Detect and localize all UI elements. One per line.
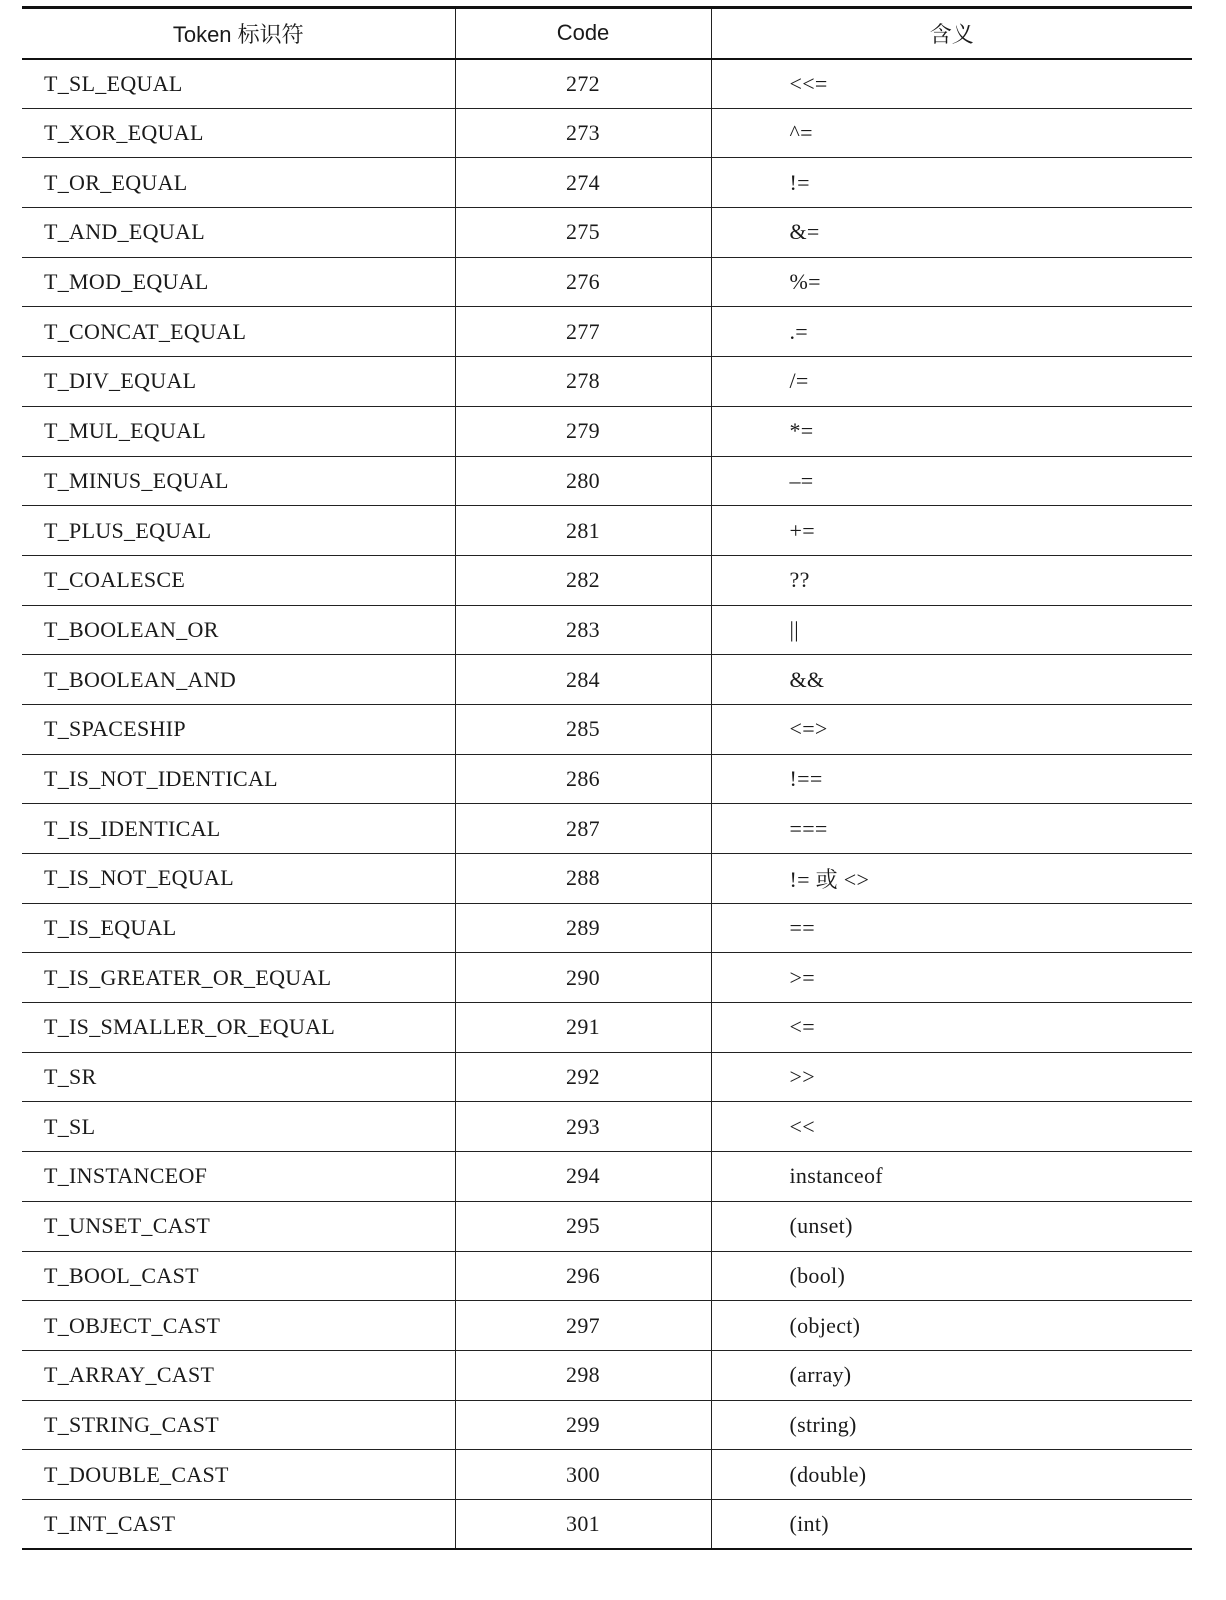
token-identifier-cell: T_SL_EQUAL	[22, 59, 455, 109]
token-identifier-cell: T_STRING_CAST	[22, 1400, 455, 1450]
meaning-cell: *=	[711, 406, 1192, 456]
meaning-cell: (object)	[711, 1301, 1192, 1351]
header-meaning: 含义	[711, 8, 1192, 59]
code-cell: 275	[455, 208, 711, 258]
token-identifier-cell: T_XOR_EQUAL	[22, 108, 455, 158]
meaning-cell: <<=	[711, 59, 1192, 109]
table-row	[22, 108, 1192, 158]
header-code: Code	[455, 8, 711, 59]
meaning-cell: !=	[711, 158, 1192, 208]
code-cell: 292	[455, 1052, 711, 1102]
table-row	[22, 1152, 1192, 1202]
table-row	[22, 1052, 1192, 1102]
meaning-cell: &&	[711, 655, 1192, 705]
code-cell: 283	[455, 605, 711, 655]
code-cell: 274	[455, 158, 711, 208]
token-identifier-cell: T_SPACESHIP	[22, 704, 455, 754]
token-identifier-cell: T_IS_EQUAL	[22, 903, 455, 953]
table-row	[22, 1003, 1192, 1053]
token-identifier-cell: T_BOOLEAN_OR	[22, 605, 455, 655]
meaning-cell: %=	[711, 257, 1192, 307]
table-row	[22, 208, 1192, 258]
code-cell: 301	[455, 1499, 711, 1549]
table-row	[22, 704, 1192, 754]
code-cell: 284	[455, 655, 711, 705]
table-row	[22, 506, 1192, 556]
token-identifier-cell: T_INT_CAST	[22, 1499, 455, 1549]
table-row	[22, 903, 1192, 953]
table-header	[22, 8, 1192, 59]
table-row	[22, 1201, 1192, 1251]
token-identifier-cell: T_SR	[22, 1052, 455, 1102]
token-identifier-cell: T_SL	[22, 1102, 455, 1152]
table-row	[22, 1251, 1192, 1301]
meaning-cell: >>	[711, 1052, 1192, 1102]
meaning-cell: +=	[711, 506, 1192, 556]
token-identifier-cell: T_OBJECT_CAST	[22, 1301, 455, 1351]
code-cell: 273	[455, 108, 711, 158]
code-cell: 298	[455, 1350, 711, 1400]
code-cell: 280	[455, 456, 711, 506]
table-row	[22, 1102, 1192, 1152]
table-row	[22, 357, 1192, 407]
meaning-cell: !==	[711, 754, 1192, 804]
header-row	[22, 8, 1192, 59]
meaning-cell: ||	[711, 605, 1192, 655]
token-identifier-cell: T_COALESCE	[22, 555, 455, 605]
meaning-cell: &=	[711, 208, 1192, 258]
table-row	[22, 804, 1192, 854]
code-cell: 294	[455, 1152, 711, 1202]
meaning-cell: <<	[711, 1102, 1192, 1152]
code-cell: 279	[455, 406, 711, 456]
token-identifier-cell: T_AND_EQUAL	[22, 208, 455, 258]
token-identifier-cell: T_PLUS_EQUAL	[22, 506, 455, 556]
code-cell: 285	[455, 704, 711, 754]
code-cell: 281	[455, 506, 711, 556]
token-identifier-cell: T_IS_IDENTICAL	[22, 804, 455, 854]
table-row	[22, 1301, 1192, 1351]
table-row	[22, 257, 1192, 307]
table-row	[22, 1450, 1192, 1500]
token-identifier-cell: T_MINUS_EQUAL	[22, 456, 455, 506]
meaning-cell: (unset)	[711, 1201, 1192, 1251]
token-identifier-cell: T_DOUBLE_CAST	[22, 1450, 455, 1500]
meaning-cell: <=>	[711, 704, 1192, 754]
table-body	[22, 59, 1192, 1550]
code-cell: 290	[455, 953, 711, 1003]
table-row	[22, 754, 1192, 804]
code-cell: 297	[455, 1301, 711, 1351]
token-identifier-cell: T_UNSET_CAST	[22, 1201, 455, 1251]
token-identifier-cell: T_ARRAY_CAST	[22, 1350, 455, 1400]
meaning-cell: >=	[711, 953, 1192, 1003]
token-identifier-cell: T_IS_NOT_IDENTICAL	[22, 754, 455, 804]
meaning-cell: != 或 <>	[711, 854, 1192, 904]
meaning-cell: ^=	[711, 108, 1192, 158]
table-row	[22, 1499, 1192, 1549]
token-identifier-cell: T_MUL_EQUAL	[22, 406, 455, 456]
meaning-cell: ==	[711, 903, 1192, 953]
token-identifier-cell: T_DIV_EQUAL	[22, 357, 455, 407]
token-identifier-cell: T_OR_EQUAL	[22, 158, 455, 208]
meaning-cell: .=	[711, 307, 1192, 357]
table-row	[22, 307, 1192, 357]
code-cell: 299	[455, 1400, 711, 1450]
code-cell: 289	[455, 903, 711, 953]
token-identifier-cell: T_IS_SMALLER_OR_EQUAL	[22, 1003, 455, 1053]
token-identifier-cell: T_CONCAT_EQUAL	[22, 307, 455, 357]
table-row	[22, 456, 1192, 506]
table-row	[22, 158, 1192, 208]
table-row	[22, 953, 1192, 1003]
meaning-cell: ??	[711, 555, 1192, 605]
table-row	[22, 59, 1192, 109]
table-row	[22, 1400, 1192, 1450]
code-cell: 296	[455, 1251, 711, 1301]
table-row	[22, 555, 1192, 605]
code-cell: 272	[455, 59, 711, 109]
token-identifier-cell: T_BOOLEAN_AND	[22, 655, 455, 705]
token-table	[22, 6, 1192, 1550]
code-cell: 288	[455, 854, 711, 904]
token-identifier-cell: T_BOOL_CAST	[22, 1251, 455, 1301]
meaning-cell: (double)	[711, 1450, 1192, 1500]
code-cell: 300	[455, 1450, 711, 1500]
code-cell: 286	[455, 754, 711, 804]
token-table-container	[22, 6, 1192, 1550]
code-cell: 291	[455, 1003, 711, 1053]
meaning-cell: (int)	[711, 1499, 1192, 1549]
table-row	[22, 854, 1192, 904]
token-identifier-cell: T_MOD_EQUAL	[22, 257, 455, 307]
token-identifier-cell: T_IS_NOT_EQUAL	[22, 854, 455, 904]
code-cell: 295	[455, 1201, 711, 1251]
meaning-cell: (string)	[711, 1400, 1192, 1450]
meaning-cell: (array)	[711, 1350, 1192, 1400]
code-cell: 293	[455, 1102, 711, 1152]
code-cell: 278	[455, 357, 711, 407]
token-identifier-cell: T_IS_GREATER_OR_EQUAL	[22, 953, 455, 1003]
table-row	[22, 406, 1192, 456]
table-row	[22, 655, 1192, 705]
meaning-cell: ===	[711, 804, 1192, 854]
code-cell: 276	[455, 257, 711, 307]
token-identifier-cell: T_INSTANCEOF	[22, 1152, 455, 1202]
meaning-cell: (bool)	[711, 1251, 1192, 1301]
meaning-cell: instanceof	[711, 1152, 1192, 1202]
header-token-identifier: Token 标识符	[22, 8, 455, 59]
code-cell: 282	[455, 555, 711, 605]
table-row	[22, 1350, 1192, 1400]
meaning-cell: <=	[711, 1003, 1192, 1053]
code-cell: 287	[455, 804, 711, 854]
code-cell: 277	[455, 307, 711, 357]
meaning-cell: /=	[711, 357, 1192, 407]
table-row	[22, 605, 1192, 655]
meaning-cell: –=	[711, 456, 1192, 506]
